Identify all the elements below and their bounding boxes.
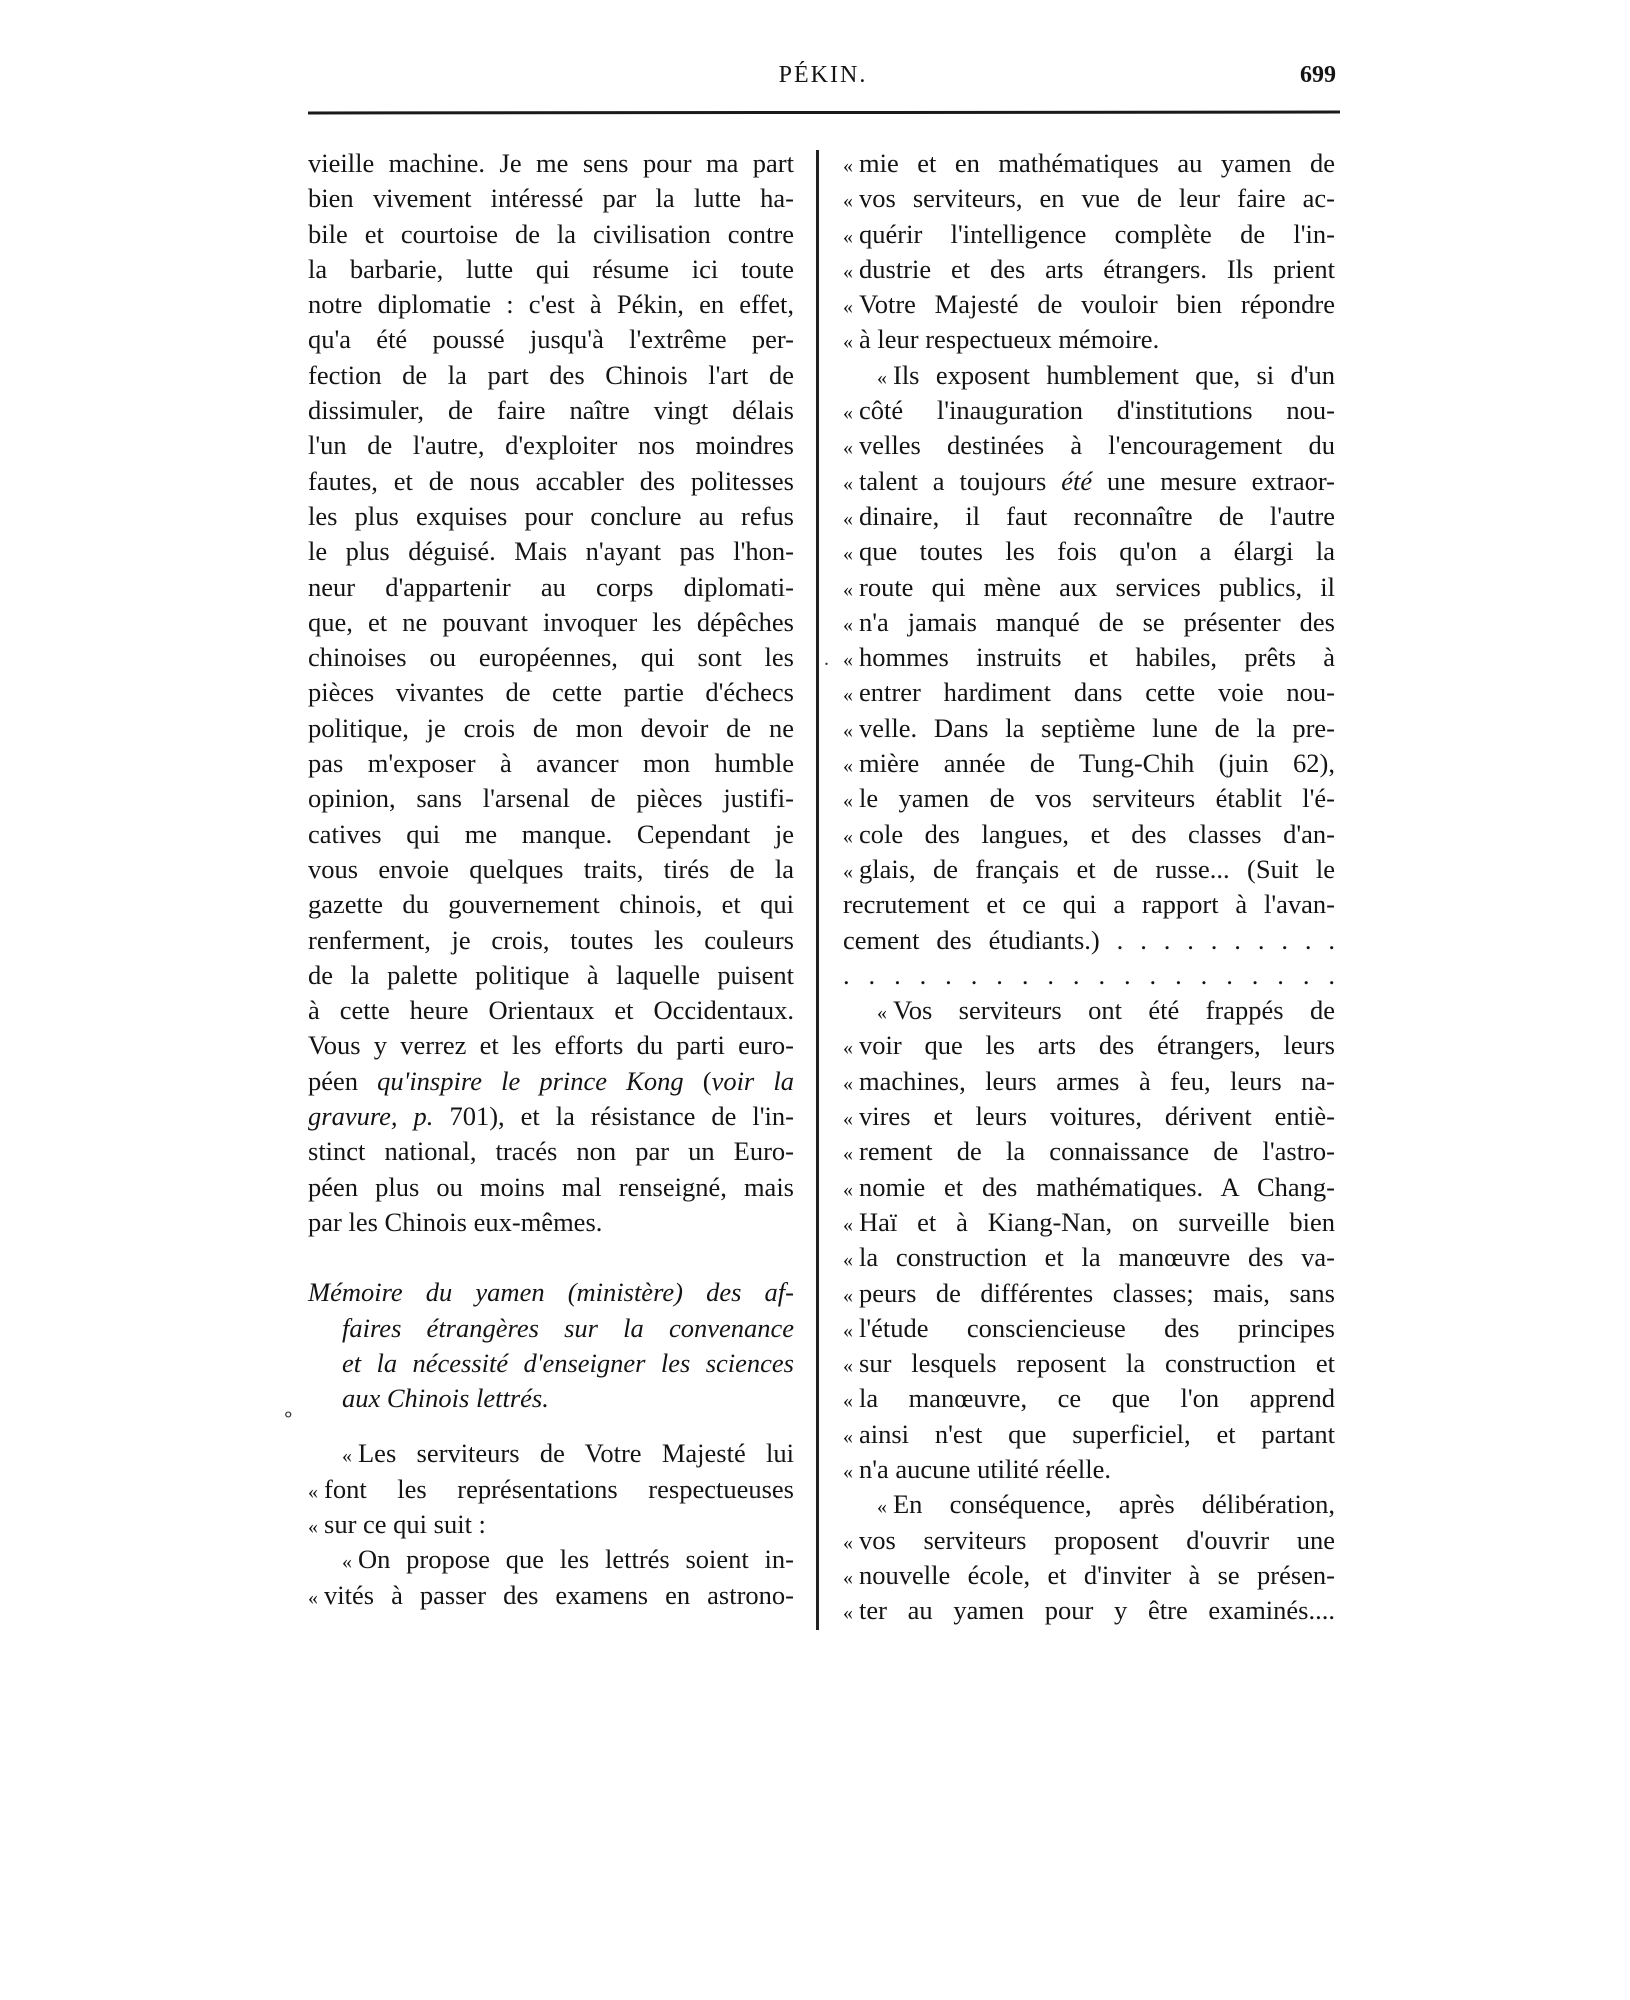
quote-mark: « [843,296,853,319]
section-gap [308,1240,794,1275]
quote-mark: « [843,1037,853,1060]
quoted-line: « Vos serviteurs ont été frappés de [877,995,1335,1026]
text-line: par les Chinois eux-mêmes. [308,1206,603,1237]
ellipsis-dots: . . . . . . . . . . [1116,924,1336,955]
text-line: dissimuler, de faire naître vingt délais [308,395,794,426]
quote-mark: « [877,1002,887,1025]
quote-mark: « [843,225,853,248]
text-line: politique, je crois de mon devoir de ne [308,712,794,743]
text-line: chinoises ou européennes, qui sont les [308,642,794,673]
text-segment: péen [308,1065,378,1096]
quote-mark: « [843,1143,853,1166]
quote-mark: « [308,1586,318,1609]
quoted-line: « nomie et des mathématiques. A Chang- [843,1171,1335,1202]
quote-mark: « [843,1108,853,1131]
quote-mark: « [843,437,853,460]
quote-mark: « [843,402,853,425]
quoted-line: « Ils exposent humblement que, si d'un [877,359,1335,390]
quoted-line: « Les serviteurs de Votre Majesté lui [342,1438,794,1469]
quoted-line: « quérir l'intelligence complète de l'in- [843,218,1335,249]
memoir-title-line: faires étrangères sur la convenance [342,1312,794,1343]
quoted-line: « dustrie et des arts étrangers. Ils prient [843,253,1335,284]
text-line: le plus déguisé. Mais n'ayant pas l'hon- [308,536,794,567]
quote-mark: « [843,1072,853,1095]
memoir-title [308,1275,794,1416]
quote-mark: « [843,1355,853,1378]
text-line: recrutement et ce qui a rapport à l'avan- [843,889,1335,920]
quoted-line: « vos serviteurs proposent d'ouvrir une [843,1524,1335,1555]
quote-mark: « [843,1284,853,1307]
quoted-line: « Haï et à Kiang-Nan, on surveille bien [843,1206,1335,1237]
quoted-line: « Votre Majesté de vouloir bien répondre [843,289,1335,320]
quoted-line: « hommes instruits et habiles, prêts à [843,642,1335,673]
text-line: pas m'exposer à avancer mon humble [308,748,794,779]
quote-mark: « [843,1602,853,1625]
quoted-line: « vos serviteurs, en vue de leur faire ac- [843,183,1335,214]
quoted-line: « que toutes les fois qu'on a élargi la [843,536,1335,567]
quote-mark: « [843,472,853,495]
quote-mark: « [342,1445,352,1468]
ellipsis-line: . . . . . . . . . . . . . . . . . . . . [843,959,1335,990]
quote-mark: « [843,331,853,354]
quoted-line: « glais, de français et de russe... (Suit le [843,853,1335,884]
quoted-line: « velles destinées à l'encouragement du [843,430,1335,461]
quote-mark: « [843,1460,853,1483]
text-line: vous envoie quelques traits, tirés de la [308,853,794,884]
memoir-title-line: et la nécessité d'enseigner les sciences [342,1347,794,1378]
quote-mark: « [843,755,853,778]
quoted-line: « sur ce qui suit : [308,1508,486,1539]
quoted-line: « peurs de différentes classes; mais, sans [843,1277,1335,1308]
quoted-line: « rement de la connaissance de l'astro- [843,1136,1335,1167]
text-line: péen plus ou moins mal renseigné, mais [308,1171,794,1202]
text-line: notre diplomatie : c'est à Pékin, en effet, [308,289,794,320]
left-column [308,146,794,1613]
quote-mark: « [843,1531,853,1554]
margin-dot-mark: . [824,648,829,670]
quoted-line: « à leur respectueux mémoire. [843,324,1160,355]
quoted-line: « le yamen de vos serviteurs établit l'é- [843,783,1335,814]
quoted-line: « cole des langues, et des classes d'an- [843,818,1335,849]
quoted-line: « ter au yamen pour y être examinés.... [843,1595,1335,1626]
quoted-line: « ainsi n'est que superficiel, et partant [843,1418,1335,1449]
quoted-line: « dinaire, il faut reconnaître de l'autre [843,500,1335,531]
quote-mark: « [843,790,853,813]
quote-mark: « [843,1566,853,1589]
running-title: PÉKIN. [778,62,868,88]
column-divider [816,150,819,1630]
text-line: gazette du gouvernement chinois, et qui [308,889,794,920]
quote-mark: « [843,543,853,566]
page-header [306,58,1340,98]
quoted-line: « machines, leurs armes à feu, leurs na- [843,1065,1335,1096]
quoted-line: « la manœuvre, ce que l'on apprend [843,1383,1335,1414]
text-segment: 701), et la résistance de l'in- [433,1101,794,1132]
quoted-line: « vires et leurs voitures, dérivent entiè- [843,1101,1335,1132]
quote-mark: « [877,366,887,389]
italic-segment: été [1061,465,1093,496]
quote-mark: « [843,825,853,848]
text-line: bien vivement intéressé par la lutte ha- [308,183,794,214]
quoted-line: « En conséquence, après délibération, [877,1489,1335,1520]
quoted-line: « velle. Dans la septième lune de la pre- [843,712,1335,743]
quoted-line-mixed: « talent a toujours été une mesure extraor- [843,465,1335,496]
quote-mark: « [843,1319,853,1342]
quote-mark: « [843,260,853,283]
italic-segment: gravure, p. [308,1101,434,1132]
text-line-mixed [308,1099,794,1134]
quote-mark: « [843,860,853,883]
quoted-line: « la construction et la manœuvre des va- [843,1242,1335,1273]
quoted-line: « entrer hardiment dans cette voie nou- [843,677,1335,708]
text-line: catives qui me manque. Cependant je [308,818,794,849]
quoted-line: « n'a jamais manqué de se présenter des [843,606,1335,637]
italic-segment: voir la [711,1065,794,1096]
section-gap [308,1416,794,1436]
quote-mark: « [843,507,853,530]
quoted-line: « font les représentations respectueuses [308,1473,794,1504]
text-line: les plus exquises pour conclure au refus [308,500,794,531]
quoted-line: « côté l'inauguration d'institutions nou- [843,395,1335,426]
text-line: opinion, sans l'arsenal de pièces justifi- [308,783,794,814]
text-line: vieille machine. Je me sens pour ma part [308,148,794,178]
quote-mark: « [843,155,853,177]
text-line: à cette heure Orientaux et Occidentaux. [308,995,794,1026]
text-line: l'un de l'autre, d'exploiter nos moindres [308,430,794,461]
text-line: pièces vivantes de cette partie d'échecs [308,677,794,708]
quote-mark: « [877,1496,887,1519]
quote-mark: « [843,1425,853,1448]
quote-mark: « [843,613,853,636]
quote-mark: « [843,1178,853,1201]
memoir-title-line: aux Chinois lettrés. [342,1383,549,1414]
memoir-title-line: Mémoire du yamen (ministère) des af- [308,1277,794,1308]
quote-mark: « [308,1480,318,1503]
quoted-line: « nouvelle école, et d'inviter à se présen- [843,1559,1335,1590]
italic-segment: qu'inspire le prince Kong [377,1065,684,1096]
quote-mark: « [843,649,853,672]
margin-bullet-mark: ∘ [282,1404,295,1426]
quoted-line: « l'étude consciencieuse des principes [843,1312,1335,1343]
quote-mark: « [308,1515,318,1538]
quoted-line: « n'a aucune utilité réelle. [843,1453,1111,1484]
text-line-mixed [308,1064,794,1099]
text-line: Vous y verrez et les efforts du parti euro- [308,1030,794,1061]
text-line: fautes, et de nous accabler des politesses [308,465,794,496]
quote-mark: « [843,1213,853,1236]
quote-mark: « [342,1551,352,1574]
right-column [843,146,1335,1628]
quoted-line: « mie et en mathématiques au yamen de [843,148,1335,178]
quote-mark: « [843,190,853,213]
text-line: qu'a été poussé jusqu'à l'extrême per- [308,324,794,355]
quote-mark: « [843,578,853,601]
text-line: neur d'appartenir au corps diplomati- [308,571,794,602]
quote-mark: « [843,1390,853,1413]
quoted-line: « mière année de Tung-Chih (juin 62), [843,748,1335,779]
quoted-line: « On propose que les lettrés soient in- [342,1544,794,1575]
text-line: que, et ne pouvant invoquer les dépêches [308,606,794,637]
text-line: renferment, je crois, toutes les couleurs [308,924,794,955]
quoted-line: « vités à passer des examens en astrono- [308,1579,794,1610]
quoted-line: « voir que les arts des étrangers, leurs [843,1030,1335,1061]
header-rule [308,111,1340,115]
text-line: stinct national, tracés non par un Euro- [308,1136,794,1167]
quote-mark: « [843,1249,853,1272]
text-line: bile et courtoise de la civilisation contre [308,218,794,249]
text-line: de la palette politique à laquelle puisent [308,959,794,990]
text-line: fection de la part des Chinois l'art de [308,359,794,390]
text-line-with-ellipsis: cement des étudiants.) . . . . . . . . . . [843,924,1336,955]
quote-mark: « [843,719,853,742]
quote-mark: « [843,684,853,707]
quoted-line: « sur lesquels reposent la construction et [843,1348,1335,1379]
page-number: 699 [1300,62,1336,88]
quoted-line: « route qui mène aux services publics, il [843,571,1335,602]
text-line: la barbarie, lutte qui résume ici toute [308,253,794,284]
text-segment: ( [683,1065,712,1096]
